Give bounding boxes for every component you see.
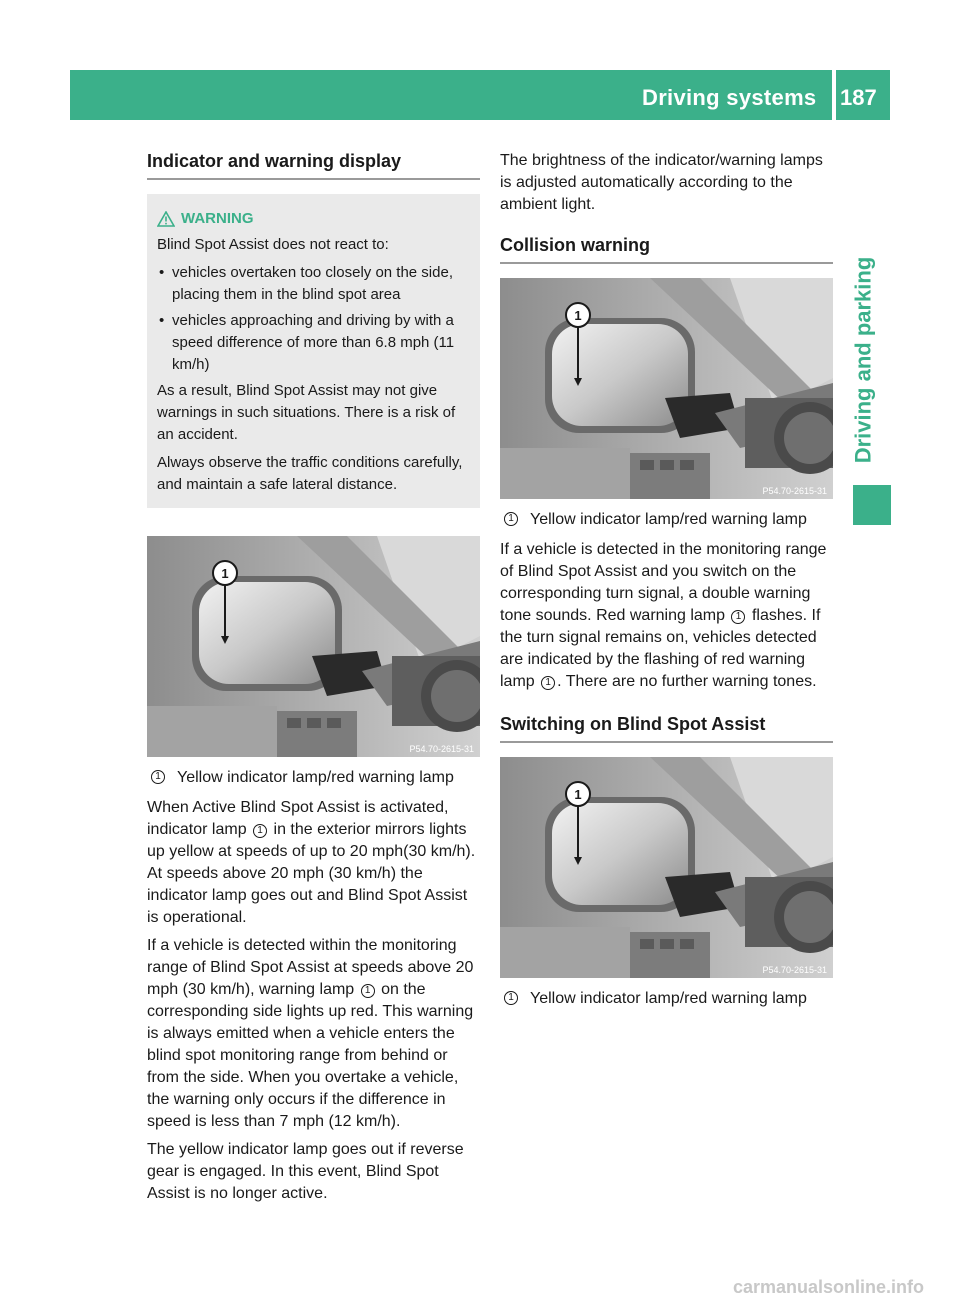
side-tab-label: Driving and parking <box>850 256 875 464</box>
paragraph-text: on the corresponding side lights up red. This warning is always emitted when a vehicle enters the blind spot monitoring range from behind or from the side. When you overtake a vehicle, the warning only occurs if the difference in speed is less than 7 mph (12 km/h). <box>147 981 474 1130</box>
figure-caption <box>147 767 480 789</box>
mirror-figure <box>500 757 833 978</box>
callout-1-icon: 1 <box>151 770 165 784</box>
switching-heading: Switching on Blind Spot Assist <box>500 713 833 743</box>
caption-text: Yellow indicator lamp/red warning lamp <box>177 769 454 786</box>
activation-paragraph <box>147 797 480 929</box>
indicator-heading: Indicator and warning display <box>147 150 480 180</box>
section-title: Driving systems <box>642 85 817 110</box>
paragraph-text: If a vehicle is detected in the monitoring range of Blind Spot Assist and you switch on the corresponding turn signal, a double warning tone sounds. Red warning lamp <box>500 541 827 624</box>
side-tab-block <box>853 485 891 525</box>
warning-header <box>157 208 470 230</box>
watermark: carmanualsonline.info <box>732 1277 924 1297</box>
callout-1-icon: 1 <box>361 984 375 998</box>
collision-heading: Collision warning <box>500 234 833 264</box>
warning-bullet: • vehicles approaching and driving by with a speed difference of more than 6.8 mph (11 km/h) <box>157 310 470 376</box>
figure-caption <box>500 988 833 1010</box>
right-column <box>500 150 833 1018</box>
callout-1-icon: 1 <box>504 512 518 526</box>
warning-intro: Blind Spot Assist does not react to: <box>157 236 389 253</box>
caption-text: Yellow indicator lamp/red warning lamp <box>530 511 807 528</box>
paragraph-text: When Active Blind Spot Assist is activated, indicator lamp <box>147 799 449 838</box>
warning-paragraph: As a result, Blind Spot Assist may not give warnings in such situations. There is a risk of an accident. <box>157 382 456 443</box>
left-column <box>147 150 480 1211</box>
paragraph-text: . There are no further warning tones. <box>557 673 817 690</box>
figure-caption <box>500 509 833 531</box>
mirror-figure <box>147 536 480 757</box>
mirror-figure <box>500 278 833 499</box>
caption-text: Yellow indicator lamp/red warning lamp <box>530 990 807 1007</box>
warning-bullet: • vehicles overtaken too closely on the side, placing them in the blind spot area <box>157 262 470 306</box>
reverse-gear-paragraph: The yellow indicator lamp goes out if reverse gear is engaged. In this event, Blind Spot Assist is no longer active. <box>147 1141 464 1202</box>
paragraph-text: in the exterior mirrors lights up yellow at speeds of up to 20 mph(30 km/h). At speeds above 20 mph (30 km/h) the indicator lamp goes out and Blind Spot Assist is operational. <box>147 821 476 926</box>
page-number: 187 <box>840 85 877 110</box>
paragraph-text: If a vehicle is detected within the monitoring range of Blind Spot Assist at speeds above 20 mph (30 km/h), warning lamp <box>147 937 474 998</box>
collision-paragraph <box>500 539 833 693</box>
paragraph-text: flashes. If the turn signal remains on, vehicles detected are indicated by the flashing of red warning lamp <box>500 607 821 690</box>
callout-1-icon: 1 <box>504 991 518 1005</box>
warning-paragraph: Always observe the traffic conditions carefully, and maintain a safe lateral distance. <box>157 454 463 493</box>
brightness-paragraph: The brightness of the indicator/warning lamps is adjusted automatically according to the ambient light. <box>500 152 823 213</box>
warning-label: WARNING <box>181 210 254 227</box>
warning-triangle-icon <box>157 211 175 227</box>
callout-1-icon: 1 <box>731 610 745 624</box>
detection-paragraph <box>147 935 480 1133</box>
callout-1-icon: 1 <box>253 824 267 838</box>
header-divider <box>832 70 836 120</box>
callout-1-icon: 1 <box>541 676 555 690</box>
warning-box <box>147 194 480 508</box>
side-tab <box>833 240 893 480</box>
